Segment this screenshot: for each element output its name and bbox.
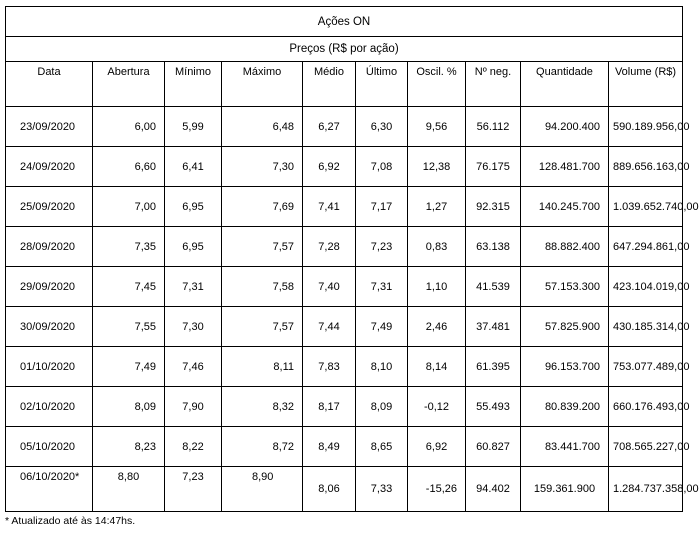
cell-open: 6,60 <box>93 147 165 187</box>
cell-min: 7,23 <box>165 467 222 512</box>
table-row <box>6 307 683 347</box>
cell-max: 8,11 <box>222 347 303 387</box>
column-header-last: Último <box>356 62 408 107</box>
cell-avg: 7,44 <box>303 307 356 347</box>
cell-avg: 8,17 <box>303 387 356 427</box>
cell-trades: 37.481 <box>466 307 521 347</box>
cell-volume: 1.039.652.740,00 <box>609 187 683 227</box>
cell-avg: 8,06 <box>303 467 356 512</box>
column-header-trades: Nº neg. <box>466 62 521 107</box>
cell-quantity: 96.153.700 <box>521 347 609 387</box>
cell-trades: 41.539 <box>466 267 521 307</box>
cell-volume: 708.565.227,00 <box>609 427 683 467</box>
cell-quantity: 57.825.900 <box>521 307 609 347</box>
cell-date: 02/10/2020 <box>6 387 93 427</box>
quote-table-container <box>5 6 699 527</box>
cell-min: 7,90 <box>165 387 222 427</box>
cell-trades: 94.402 <box>466 467 521 512</box>
cell-max: 6,48 <box>222 107 303 147</box>
cell-open: 6,00 <box>93 107 165 147</box>
cell-min: 6,95 <box>165 227 222 267</box>
table-body <box>6 107 699 512</box>
cell-max: 8,90 <box>222 467 303 512</box>
cell-last: 7,08 <box>356 147 408 187</box>
column-header-quantity: Quantidade <box>521 62 609 107</box>
cell-min: 7,46 <box>165 347 222 387</box>
cell-last: 6,30 <box>356 107 408 147</box>
cell-avg: 7,83 <box>303 347 356 387</box>
cell-open: 7,35 <box>93 227 165 267</box>
cell-last: 8,09 <box>356 387 408 427</box>
cell-avg: 6,27 <box>303 107 356 147</box>
cell-min: 6,41 <box>165 147 222 187</box>
cell-max: 7,30 <box>222 147 303 187</box>
cell-change: 8,14 <box>408 347 466 387</box>
cell-min: 8,22 <box>165 427 222 467</box>
cell-min: 6,95 <box>165 187 222 227</box>
table-row <box>6 347 683 387</box>
cell-trades: 92.315 <box>466 187 521 227</box>
column-header-min: Mínimo <box>165 62 222 107</box>
cell-quantity: 128.481.700 <box>521 147 609 187</box>
cell-trades: 55.493 <box>466 387 521 427</box>
cell-open: 8,23 <box>93 427 165 467</box>
cell-volume: 590.189.956,00 <box>609 107 683 147</box>
cell-volume: 660.176.493,00 <box>609 387 683 427</box>
cell-volume: 430.185.314,00 <box>609 307 683 347</box>
cell-date: 28/09/2020 <box>6 227 93 267</box>
cell-volume: 423.104.019,00 <box>609 267 683 307</box>
cell-trades: 60.827 <box>466 427 521 467</box>
cell-last: 7,17 <box>356 187 408 227</box>
cell-date: 24/09/2020 <box>6 147 93 187</box>
table-row <box>6 267 683 307</box>
cell-last: 7,49 <box>356 307 408 347</box>
table-subtitle: Preços (R$ por ação) <box>6 37 683 62</box>
cell-date: 06/10/2020* <box>6 467 93 512</box>
cell-date: 25/09/2020 <box>6 187 93 227</box>
cell-avg: 7,28 <box>303 227 356 267</box>
table-row <box>6 227 683 267</box>
cell-date: 29/09/2020 <box>6 267 93 307</box>
cell-last: 8,65 <box>356 427 408 467</box>
cell-max: 8,72 <box>222 427 303 467</box>
cell-open: 8,80 <box>93 467 165 512</box>
column-header-volume: Volume (R$) <box>609 62 683 107</box>
cell-trades: 76.175 <box>466 147 521 187</box>
cell-date: 30/09/2020 <box>6 307 93 347</box>
cell-quantity: 140.245.700 <box>521 187 609 227</box>
table-row <box>6 187 683 227</box>
cell-max: 7,58 <box>222 267 303 307</box>
cell-volume: 1.284.737.358,00 <box>609 467 683 512</box>
footnote: * Atualizado até às 14:47hs. <box>5 515 136 527</box>
table-row-partial <box>6 467 683 512</box>
cell-quantity: 88.882.400 <box>521 227 609 267</box>
cell-last: 8,10 <box>356 347 408 387</box>
cell-quantity: 80.839.200 <box>521 387 609 427</box>
cell-avg: 6,92 <box>303 147 356 187</box>
cell-max: 7,57 <box>222 307 303 347</box>
cell-last: 7,31 <box>356 267 408 307</box>
cell-min: 7,31 <box>165 267 222 307</box>
cell-max: 7,57 <box>222 227 303 267</box>
cell-open: 7,55 <box>93 307 165 347</box>
cell-date: 01/10/2020 <box>6 347 93 387</box>
cell-trades: 63.138 <box>466 227 521 267</box>
cell-avg: 7,41 <box>303 187 356 227</box>
cell-open: 7,49 <box>93 347 165 387</box>
cell-open: 8,09 <box>93 387 165 427</box>
cell-quantity: 159.361.900 <box>521 467 609 512</box>
cell-trades: 61.395 <box>466 347 521 387</box>
cell-max: 8,32 <box>222 387 303 427</box>
table-row <box>6 387 683 427</box>
column-header-change: Oscil. % <box>408 62 466 107</box>
column-header-avg: Médio <box>303 62 356 107</box>
table-row <box>6 107 683 147</box>
quote-table <box>5 6 699 512</box>
table-title: Ações ON <box>6 7 683 37</box>
cell-change: 1,27 <box>408 187 466 227</box>
cell-trades: 56.112 <box>466 107 521 147</box>
header-row <box>6 62 683 107</box>
cell-change: 9,56 <box>408 107 466 147</box>
cell-min: 7,30 <box>165 307 222 347</box>
cell-quantity: 83.441.700 <box>521 427 609 467</box>
cell-date: 05/10/2020 <box>6 427 93 467</box>
cell-change: 12,38 <box>408 147 466 187</box>
cell-quantity: 57.153.300 <box>521 267 609 307</box>
cell-min: 5,99 <box>165 107 222 147</box>
cell-volume: 647.294.861,00 <box>609 227 683 267</box>
cell-quantity: 94.200.400 <box>521 107 609 147</box>
cell-change: 6,92 <box>408 427 466 467</box>
cell-change: -0,12 <box>408 387 466 427</box>
cell-change: 1,10 <box>408 267 466 307</box>
cell-change: 0,83 <box>408 227 466 267</box>
cell-change: -15,26 <box>408 467 466 512</box>
cell-avg: 7,40 <box>303 267 356 307</box>
cell-volume: 753.077.489,00 <box>609 347 683 387</box>
column-header-max: Máximo <box>222 62 303 107</box>
cell-last: 7,23 <box>356 227 408 267</box>
cell-open: 7,00 <box>93 187 165 227</box>
table-row <box>6 427 683 467</box>
cell-avg: 8,49 <box>303 427 356 467</box>
cell-max: 7,69 <box>222 187 303 227</box>
table-row <box>6 147 683 187</box>
cell-volume: 889.656.163,00 <box>609 147 683 187</box>
cell-last: 7,33 <box>356 467 408 512</box>
cell-change: 2,46 <box>408 307 466 347</box>
column-header-date: Data <box>6 62 93 107</box>
column-header-open: Abertura <box>93 62 165 107</box>
cell-date: 23/09/2020 <box>6 107 93 147</box>
cell-open: 7,45 <box>93 267 165 307</box>
